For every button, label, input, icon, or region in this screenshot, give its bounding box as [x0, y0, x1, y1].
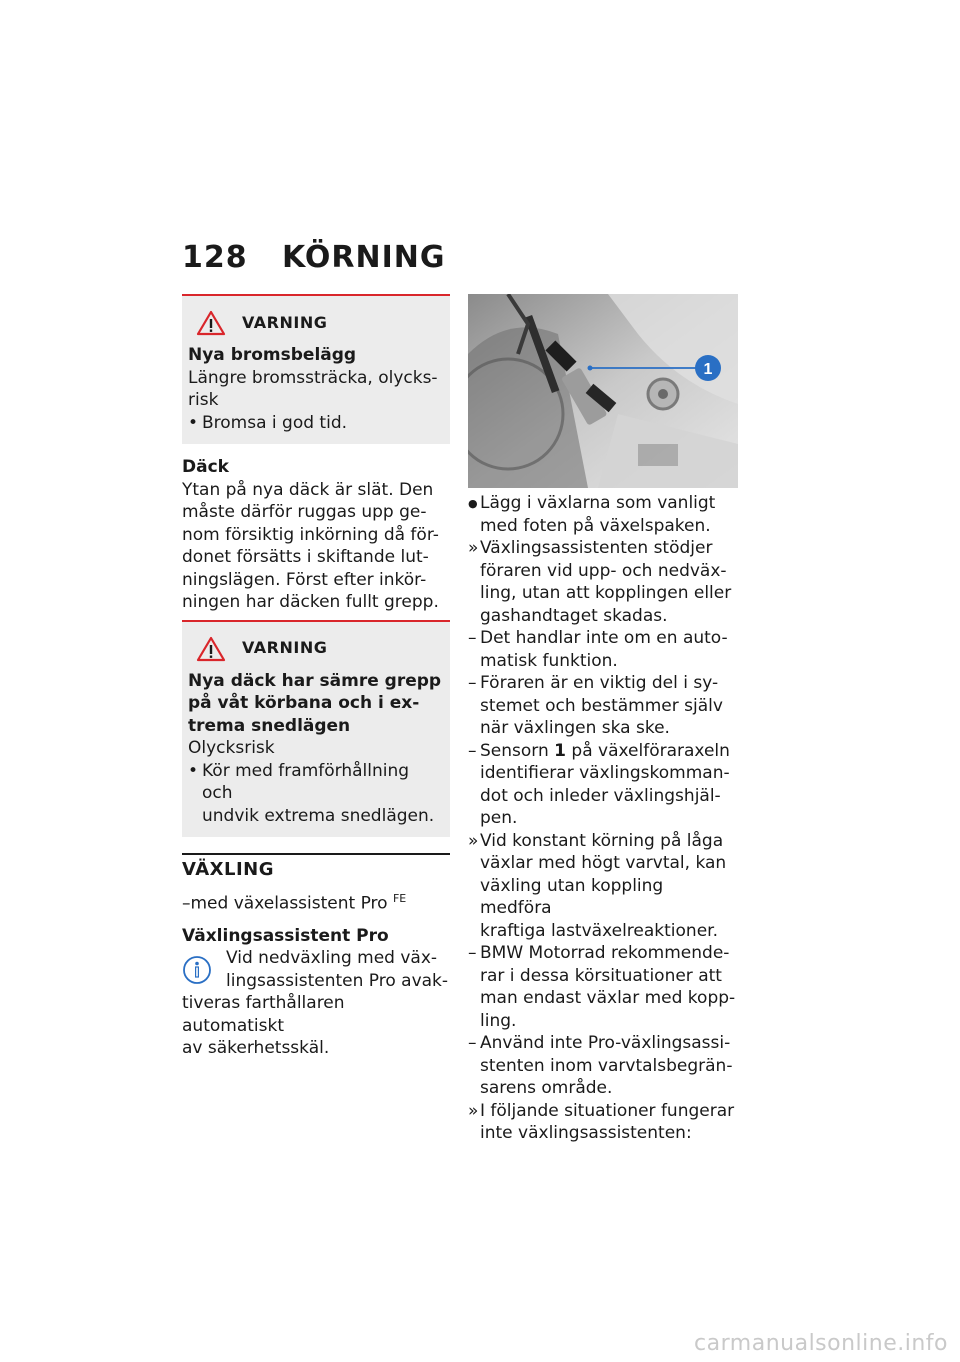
warning-box-tires	[182, 620, 450, 838]
list-line: matisk funktion.	[480, 650, 618, 671]
gear-sensor-photo	[468, 294, 738, 488]
list-line: BMW Motorrad rekommende-	[480, 943, 730, 963]
info-line: av säkerhetsskäl.	[182, 1038, 330, 1059]
list-marker: –	[468, 740, 477, 761]
tires-title: Däck	[182, 457, 229, 477]
shifting-subtitle: Växlingsassistent Pro	[182, 925, 389, 946]
list-line: identifierar växlingskomman-	[480, 763, 730, 783]
warning-title-line: Nya däck har sämre grepp	[188, 670, 442, 691]
callout-number: 1	[703, 361, 713, 378]
list-line: I följande situationer fungerar	[480, 1100, 735, 1121]
list-line: kraftiga lastväxelreaktioner.	[480, 920, 718, 941]
warning-label: VARNING	[242, 312, 328, 332]
list-line: med foten på växelspaken.	[480, 515, 711, 536]
warning-subtitle: Olycksrisk	[188, 738, 275, 758]
tires-line: nom försiktig inkörning då för-	[182, 524, 439, 545]
warning-label: VARNING	[242, 638, 328, 658]
list-line: Växlingsassistenten stödjer	[480, 538, 713, 558]
list-line: Sensorn 1 på växelföraraxeln	[480, 740, 730, 761]
right-column	[468, 294, 738, 1145]
list-line: ling.	[480, 1010, 517, 1031]
list-line: när växlingen ska ske.	[480, 718, 670, 738]
list-line: stenten inom varvtalsbegrän-	[480, 1055, 733, 1076]
list-line: stemet och bestämmer själv	[480, 695, 723, 716]
list-line: Föraren är en viktig del i sy-	[480, 673, 719, 693]
list-line: inte växlingsassistenten:	[480, 1123, 692, 1143]
tires-line: ningen har däcken fullt grepp.	[182, 592, 439, 612]
list-line: växlar med högt varvtal, kan	[480, 853, 727, 873]
warning-bullet: • Bromsa i god tid.	[188, 412, 348, 433]
page-header	[182, 240, 446, 275]
list-marker: »	[468, 830, 479, 851]
info-note	[182, 947, 450, 992]
list-line: Det handlar inte om en auto-	[480, 628, 728, 648]
list-marker: –	[468, 943, 477, 963]
list-item	[468, 1032, 738, 1100]
tires-line: Ytan på nya däck är slät. Den	[182, 479, 434, 500]
list-line: Lägg i växlarna som vanligt	[480, 493, 716, 513]
list-line: man endast växlar med kopp-	[480, 988, 736, 1008]
list-item	[468, 492, 738, 537]
list-item	[468, 672, 738, 740]
watermark: carmanualsonline.info	[694, 1331, 948, 1356]
list-item	[468, 537, 738, 627]
warning-header	[188, 310, 444, 336]
left-column	[182, 294, 450, 1060]
warning-bullet: • Kör med framförhållning och undvik extrema snedlägen.	[188, 760, 435, 826]
list-marker: –	[468, 1033, 477, 1053]
warning-title-line: trema snedlägen	[188, 715, 351, 736]
list-item	[468, 830, 738, 943]
list-marker: –	[468, 628, 477, 648]
list-item	[468, 1100, 738, 1145]
list-line: Vid konstant körning på låga	[480, 830, 724, 851]
list-line: föraren vid upp- och nedväx-	[480, 560, 727, 581]
section-title-shifting: VÄXLING	[182, 853, 450, 882]
warning-line: risk	[188, 390, 219, 410]
info-line: tiveras farthållaren automatiskt	[182, 993, 345, 1036]
page-number: 128	[182, 240, 248, 275]
tires-line: ningslägen. Först efter inkör-	[182, 569, 427, 590]
list-marker: –	[468, 673, 477, 693]
info-line: lingsassistenten Pro avak-	[226, 970, 449, 991]
list-marker: »	[468, 1100, 479, 1121]
info-icon	[182, 955, 212, 985]
list-marker: »	[468, 538, 479, 558]
warning-triangle-icon	[196, 310, 226, 336]
chapter-title: KÖRNING	[282, 240, 446, 275]
option-line: –med växelassistent Pro $^{FE}$	[182, 891, 407, 914]
tires-line: måste därför ruggas upp ge-	[182, 502, 427, 522]
list-line: gashandtaget skadas.	[480, 605, 668, 626]
warning-title-line: på våt körbana och i ex-	[188, 693, 420, 713]
list-line: Använd inte Pro-växlingsassi-	[480, 1033, 731, 1053]
tires-line: donet försätts i skiftande lut-	[182, 547, 429, 567]
instruction-list	[468, 492, 738, 1145]
info-line: Vid nedväxling med väx-	[226, 948, 438, 969]
warning-triangle-icon	[196, 636, 226, 662]
warning-box-brakes	[182, 294, 450, 444]
list-line: pen.	[480, 808, 518, 828]
option-superscript: FE	[392, 891, 407, 905]
list-line: växling utan koppling medföra	[480, 875, 664, 918]
tires-section	[182, 456, 450, 614]
list-item	[468, 942, 738, 1032]
list-item	[468, 740, 738, 830]
list-line: sarens område.	[480, 1078, 613, 1098]
list-marker: ●	[468, 497, 478, 510]
warning-header	[188, 636, 444, 662]
list-item	[468, 627, 738, 672]
list-line: ling, utan att kopplingen eller	[480, 583, 732, 603]
warning-line: Längre bromssträcka, olycks-	[188, 367, 438, 388]
list-line: dot och inleder växlingshjäl-	[480, 785, 721, 806]
list-line: rar i dessa körsituationer att	[480, 965, 722, 986]
warning-title: Nya bromsbelägg	[188, 345, 357, 365]
